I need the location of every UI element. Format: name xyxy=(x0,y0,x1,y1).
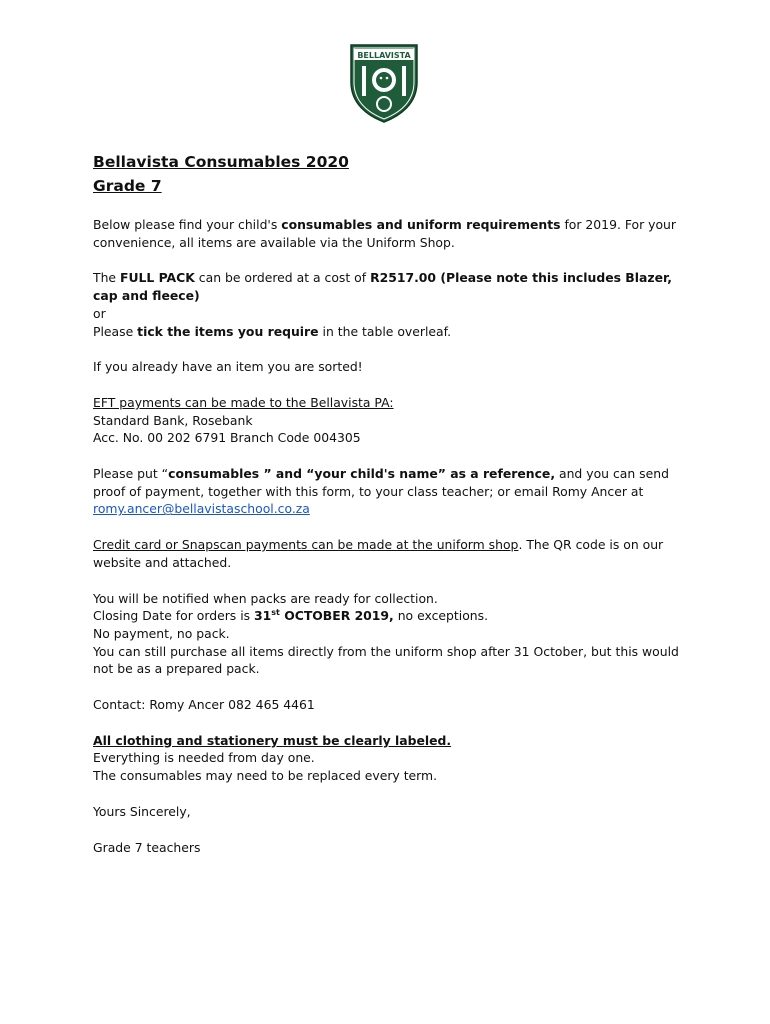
needed-day-one-line: Everything is needed from day one. xyxy=(93,750,315,766)
account-details: Acc. No. 00 202 6791 Branch Code 004305 xyxy=(93,430,361,446)
contact-line: Contact: Romy Ancer 082 465 4461 xyxy=(93,697,315,713)
school-crest-logo xyxy=(348,42,420,124)
replaced-every-term-line: The consumables may need to be replaced every term. xyxy=(93,768,438,784)
labeling-heading: All clothing and stationery must be clearly labeled. xyxy=(93,732,452,748)
closing-date-line: Closing Date for orders is 31st OCTOBER 2019, no exceptions. xyxy=(93,608,489,624)
notified-line: You will be notified when packs are ready for collection. xyxy=(93,590,438,606)
yours-sincerely: Yours Sincerely, xyxy=(93,803,191,819)
sorted-line: If you already have an item you are sorted! xyxy=(93,359,363,375)
grade-heading: Grade 7 xyxy=(93,177,162,195)
card-payment-paragraph: Credit card or Snapscan payments can be made at the uniform shop. The QR code is on our website and attached. xyxy=(93,537,664,570)
full-pack-paragraph: The FULL PACK can be ordered at a cost of R2517.00 (Please note this includes Blazer, cap and fleece) xyxy=(93,270,672,304)
no-payment-line: No payment, no pack. xyxy=(93,625,230,641)
email-link[interactable]: romy.ancer@bellavistaschool.co.za xyxy=(93,501,310,517)
bank-name: Standard Bank, Rosebank xyxy=(93,412,253,428)
eft-heading: EFT payments can be made to the Bellavista PA: xyxy=(93,394,394,410)
crest-text: BELLAVISTA xyxy=(357,51,411,60)
purchase-directly-line: You can still purchase all items directly from the uniform shop after 31 October, but this would not be as a prepared pack. xyxy=(93,643,679,677)
signature-grade-7-teachers: Grade 7 teachers xyxy=(93,839,201,855)
tick-items-line: Please tick the items you require in the table overleaf. xyxy=(93,323,452,339)
or-line: or xyxy=(93,305,106,321)
letter-body xyxy=(93,150,683,856)
page-title: Bellavista Consumables 2020 xyxy=(93,153,349,171)
reference-paragraph: Please put “consumables ” and “your child's name” as a reference, and you can send proof of payment, together with this form, to your class teacher; or email Romy Ancer at romy.ancer@bellavistaschool.co.za xyxy=(93,466,669,517)
intro-paragraph: Below please find your child's consumables and uniform requirements for 2019. For your convenience, all items are available via the Uniform Shop. xyxy=(93,217,676,250)
